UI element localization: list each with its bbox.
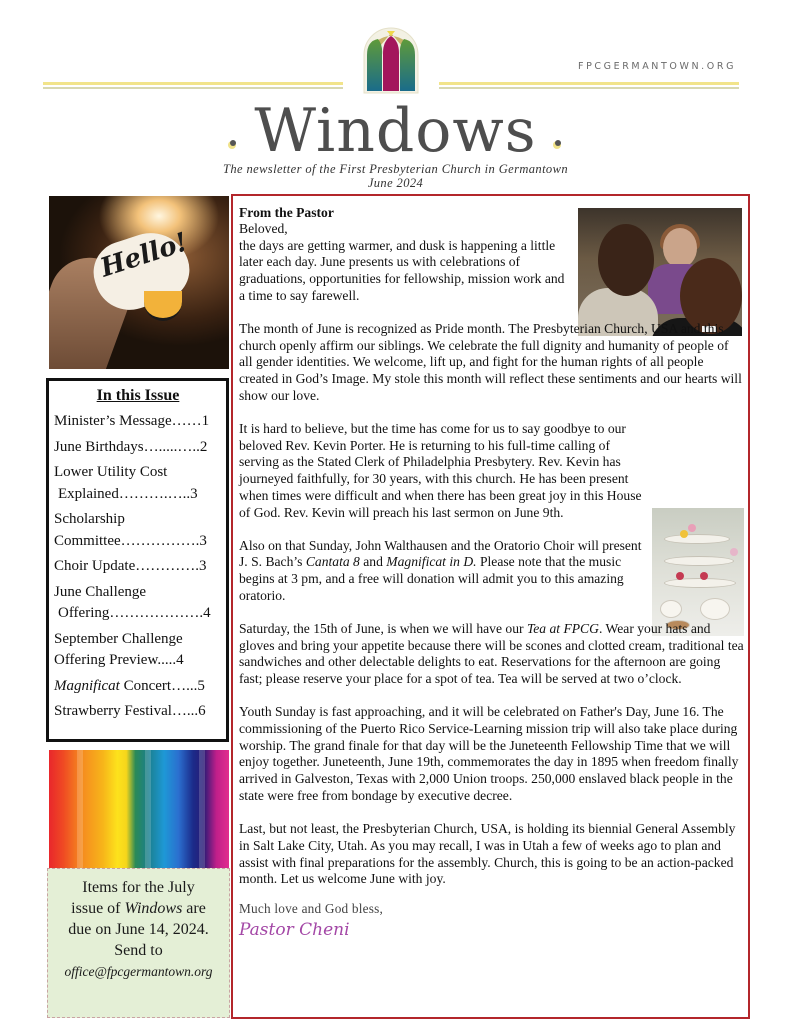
toc-item[interactable] bbox=[54, 437, 222, 459]
notice-newsletter-name: Windows bbox=[124, 900, 183, 917]
toc-item[interactable] bbox=[54, 411, 222, 433]
toc-title: In this Issue bbox=[96, 387, 180, 404]
notice-text: are bbox=[182, 900, 206, 917]
article-heading: From the Pastor bbox=[239, 205, 334, 220]
paragraph-text: It is hard to believe, but the time has come for us to say goodbye to our beloved Rev. Kevin Porter. He is returning to his full-time calling of serving as the Stated Clerk of Philadelphia Presbytery. Rev. Kevin has journeyed faithfully, for 30 years, with this church. He has been present when times were difficult and when there has been great joy in this House of God. Rev. Kevin will preach his last sermon on June 9th. bbox=[239, 421, 642, 520]
toc-item[interactable] bbox=[54, 629, 222, 672]
article-body bbox=[239, 204, 744, 942]
article-paragraph bbox=[239, 421, 744, 521]
paragraph-text: . Wear your hats and gloves and bring your appetite because there will be scones and clotted cream, traditional tea sandwiches and other delectable delights to eat. Reservations for the afternoon are going fast; please reserve your place for a spot of tea. Tea will be served at two o’clock. bbox=[239, 621, 744, 687]
header-rule-right bbox=[439, 82, 739, 90]
toc-item-label-line1: Lower Utility Cost bbox=[54, 464, 168, 480]
toc-item-label: June Birthdays bbox=[54, 438, 144, 455]
toc-item-dots: ……….….. bbox=[118, 485, 191, 502]
toc-item-dots: ……………. bbox=[120, 532, 200, 549]
article-paragraph: Last, but not least, the Presbyterian Church, USA, is holding its biennial General Assembly in Salt Lake City, Utah. As you may recall, I was in Utah a few of weeks ago to plan and assist with final preparations for the assembly. Church, this is going to be an action-packed month. Let us welcome June with joy. bbox=[239, 821, 736, 887]
event-name: Tea at FPCG bbox=[526, 621, 599, 637]
stained-glass-window-logo bbox=[361, 27, 421, 95]
toc-item-label: Concert bbox=[119, 677, 172, 694]
hello-sticker-text: Hello! bbox=[96, 227, 192, 284]
toc-item[interactable] bbox=[54, 676, 222, 698]
paragraph-text: Please note that the music begins at 3 pm, and a free will donation will admit you to this amazing oratorio. bbox=[239, 554, 624, 603]
notice-text: issue of bbox=[71, 900, 125, 917]
paragraph-text: Saturday, the 15th of June, is when we will have our bbox=[239, 621, 527, 637]
notice-email-link[interactable]: office@fpcgermantown.org bbox=[64, 964, 213, 979]
toc-item-label: Offering bbox=[58, 605, 110, 621]
toc-item-page: 4 bbox=[203, 605, 211, 621]
notice-due-date: due on June 14, 2024. bbox=[68, 921, 209, 938]
article-paragraph bbox=[239, 621, 744, 688]
toc-item-label-line1: June Challenge bbox=[54, 583, 147, 600]
article-paragraph: Youth Sunday is fast approaching, and it will be celebrated on Father's Day, June 16. The commissioning of the Puerto Rico Service-Learning mission trip will also take place during worship. The grand finale for that day will be the Juneteenth Fellowship Time that we will enjoy together. Juneteenth, June 19th, commemorates the day in 1895 when freedom finally arrived in Galveston, Texas with 2,000 Union troops. 250,000 enslaved black people in the state were free from bondage by executive decree. bbox=[239, 704, 739, 803]
toc-item[interactable] bbox=[54, 582, 222, 625]
issue-date: June 2024 bbox=[367, 176, 424, 190]
article-paragraph bbox=[239, 538, 644, 605]
toc-item-page: 1 bbox=[201, 413, 210, 429]
toc-item-dots: ………………. bbox=[109, 605, 204, 621]
toc-item-page: 6 bbox=[198, 703, 206, 719]
rainbow-paint-image bbox=[49, 750, 229, 868]
submission-notice bbox=[47, 868, 230, 1018]
toc-item-dots: …... bbox=[171, 703, 199, 719]
toc-item[interactable] bbox=[54, 556, 222, 578]
work-title: Magnificat in D. bbox=[386, 554, 477, 570]
toc-item-page: 3 bbox=[190, 485, 198, 502]
toc-item-label-italic: Magnificat bbox=[54, 677, 120, 694]
toc-item-label-line1: Scholarship bbox=[54, 511, 125, 527]
toc-item-dots: ..... bbox=[157, 652, 177, 668]
pastor-article-box bbox=[231, 194, 750, 1019]
toc-item[interactable] bbox=[54, 462, 222, 505]
article-paragraph: The month of June is recognized as Pride month. The Presbyterian Church, USA and this church openly affirm our siblings. We celebrate the full dignity and humanity of people of all gender identities. We welcome, lift up, and fight for the human rights of all people created in God’s Image. My stole this month will reflect these sentiments and our hearts will show our love. bbox=[239, 321, 742, 403]
title-dot-right bbox=[555, 140, 561, 146]
paragraph-text: and bbox=[359, 554, 387, 570]
toc-item-page: 2 bbox=[199, 438, 208, 455]
toc-item[interactable] bbox=[54, 509, 222, 552]
toc-item-label-line1: September Challenge bbox=[54, 630, 183, 647]
toc-item-label: Explained bbox=[58, 485, 119, 502]
toc-item-label: Committee bbox=[54, 532, 121, 549]
toc-item[interactable] bbox=[54, 701, 222, 723]
toc-item-label: Choir Update bbox=[54, 558, 136, 574]
notice-line bbox=[48, 898, 229, 919]
toc-item-page: 3 bbox=[199, 532, 207, 549]
table-of-contents bbox=[46, 378, 229, 742]
paint-streak bbox=[199, 750, 205, 868]
toc-item-label: Strawberry Festival bbox=[54, 703, 172, 719]
newsletter-tagline: The newsletter of the First Presbyterian Church in Germantown bbox=[223, 162, 568, 176]
toc-item-dots: …... bbox=[171, 677, 198, 694]
pastor-signature: Pastor Cheni bbox=[239, 920, 350, 941]
paint-streak bbox=[77, 750, 83, 868]
work-title: Cantata 8 bbox=[305, 554, 360, 570]
closing-line: Much love and God bless, bbox=[239, 901, 384, 917]
title-dot-left bbox=[230, 140, 236, 146]
toc-item-page: 4 bbox=[176, 652, 184, 668]
toc-item-label: Offering Preview bbox=[54, 652, 158, 668]
paint-streak bbox=[145, 750, 151, 868]
article-paragraph: the days are getting warmer, and dusk is happening a little later each day. June presents us with celebrations of graduations, opportunities for fellowship, mission work and a time to say farewell. bbox=[239, 237, 565, 303]
newsletter-title: Windows bbox=[254, 96, 537, 166]
header-rule-left bbox=[43, 82, 343, 90]
toc-item-label: Minister’s Message bbox=[54, 413, 172, 429]
toc-item-dots: …… bbox=[171, 413, 202, 429]
hello-sticker-photo bbox=[49, 196, 229, 369]
toc-item-page: 3 bbox=[198, 558, 207, 574]
tagline-block bbox=[0, 162, 791, 190]
masthead bbox=[0, 93, 791, 169]
paragraph-text: Also on that Sunday, John Walthausen and the Oratorio Choir will present J. S. Bach’s bbox=[239, 537, 642, 570]
notice-line: Send to bbox=[114, 942, 163, 959]
toc-item-dots: ….....….. bbox=[143, 438, 200, 455]
greeting: Beloved, bbox=[239, 221, 288, 236]
toc-item-dots: …………. bbox=[135, 558, 199, 574]
website-url[interactable]: FPCGERMANTOWN.ORG bbox=[578, 61, 737, 72]
notice-line: Items for the July bbox=[82, 879, 195, 896]
smiley-icon bbox=[144, 291, 182, 321]
toc-item-page: 5 bbox=[197, 677, 205, 694]
